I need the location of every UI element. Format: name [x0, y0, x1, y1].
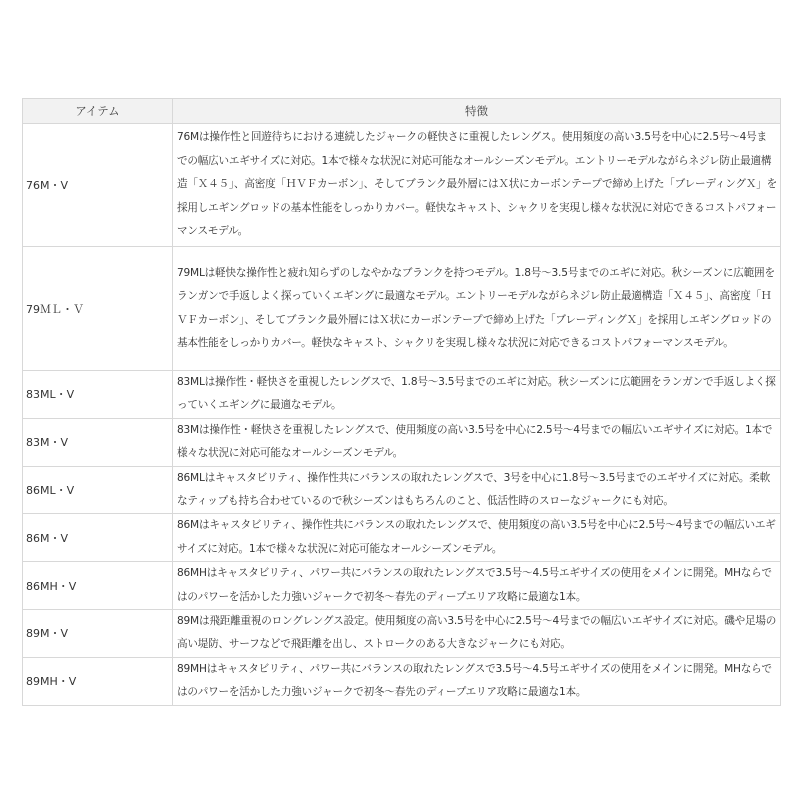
table-row — [23, 562, 781, 610]
item-feature: 89MHはキャスタビリティ、パワー共にバランスの取れたレングスで3.5号～4.5号エギサイズの使用をメインに開発。MHならではのパワーを活かした力強いジャークで初冬～春先のディープエリア攻略に最適な1本。 — [173, 657, 781, 705]
table-row — [23, 124, 781, 247]
item-name: 83M・V — [23, 418, 173, 466]
table-row — [23, 657, 781, 705]
header-row — [23, 99, 781, 124]
item-name: 86M・V — [23, 514, 173, 562]
item-feature: 89Mは飛距離重視のロングレングス設定。使用頻度の高い3.5号を中心に2.5号～4号までの幅広いエギサイズに対応。磯や足場の高い堤防、サーフなどで飛距離を出し、ストロークのある大きなジャークにも対応。 — [173, 610, 781, 658]
table-row — [23, 466, 781, 514]
header-item: アイテム — [23, 99, 173, 124]
item-name: 89MH・V — [23, 657, 173, 705]
table-row — [23, 418, 781, 466]
item-feature: 86MLはキャスタビリティ、操作性共にバランスの取れたレングスで、3号を中心に1.8号～3.5号までのエギサイズに対応。柔軟なティップも持ち合わせているので秋シーズンはもちろんのこと、低活性時のスローなジャークにも対応。 — [173, 466, 781, 514]
item-name: 76M・V — [23, 124, 173, 247]
table-row — [23, 371, 781, 419]
item-feature: 76Mは操作性と回遊待ちにおける連続したジャークの軽快さに重視したレングス。使用頻度の高い3.5号を中心に2.5号～4号までの幅広いエギサイズに対応。1本で様々な状況に対応可能なオールシーズンモデル。エントリーモデルながらネジレ防止最適構造「Ｘ４５」、高密度「ＨＶＦカーボン」、そしてブランク最外層にはＸ状にカーボンテープで締め上げた「ブレーディングＸ」を採用しエギングロッドの基本性能をしっかりカバー。軽快なキャスト、シャクリを実現し様々な状況に対応できるコストパフォーマンスモデル。 — [173, 124, 781, 247]
table-header — [23, 99, 781, 124]
item-feature: 83Mは操作性・軽快さを重視したレングスで、使用頻度の高い3.5号を中心に2.5号～4号までの幅広いエギサイズに対応。1本で様々な状況に対応可能なオールシーズンモデル。 — [173, 418, 781, 466]
item-name: 79ＭＬ・Ｖ — [23, 247, 173, 371]
item-name: 83ML・V — [23, 371, 173, 419]
item-feature: 86MHはキャスタビリティ、パワー共にバランスの取れたレングスで3.5号～4.5号エギサイズの使用をメインに開発。MHならではのパワーを活かした力強いジャークで初冬～春先のディープエリア攻略に最適な1本。 — [173, 562, 781, 610]
item-feature: 79MLは軽快な操作性と疲れ知らずのしなやかなブランクを持つモデル。1.8号～3.5号までのエギに対応。秋シーズンに広範囲をランガンで手返しよく探っていくエギングに最適なモデル。エントリーモデルながらネジレ防止最適構造「Ｘ４５」、高密度「ＨＶＦカーボン」、そしてブランク最外層にはＸ状にカーボンテープで締め上げた「ブレーディングＸ」を採用しエギングロッドの基本性能をしっかりカバー。軽快なキャスト、シャクリを実現し様々な状況に対応できるコストパフォーマンスモデル。 — [173, 247, 781, 371]
item-feature: 83MLは操作性・軽快さを重視したレングスで、1.8号～3.5号までのエギに対応。秋シーズンに広範囲をランガンで手返しよく探っていくエギングに最適なモデル。 — [173, 371, 781, 419]
item-feature: 86Mはキャスタビリティ、操作性共にバランスの取れたレングスで、使用頻度の高い3.5号を中心に2.5号～4号までの幅広いエギサイズに対応。1本で様々な状況に対応可能なオールシーズンモデル。 — [173, 514, 781, 562]
table-body — [23, 124, 781, 706]
header-feature: 特徴 — [173, 99, 781, 124]
item-name: 86ML・V — [23, 466, 173, 514]
table-row — [23, 514, 781, 562]
item-name: 89M・V — [23, 610, 173, 658]
spec-table — [22, 98, 781, 706]
table-row — [23, 247, 781, 371]
table-row — [23, 610, 781, 658]
item-name: 86MH・V — [23, 562, 173, 610]
